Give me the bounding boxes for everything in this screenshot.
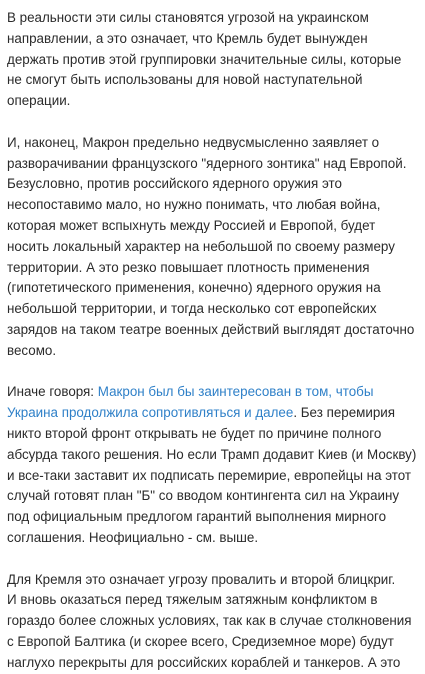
message-paragraph: [7, 133, 417, 362]
text-line: [7, 216, 417, 237]
text-line: [7, 29, 417, 50]
text-segment: небольшой территории, и тогда несколько сот европейских: [7, 301, 377, 317]
text-line: [7, 466, 417, 487]
text-line: [7, 528, 417, 549]
text-segment: носить локальный характер на небольшой по своему размеру: [7, 238, 395, 254]
text-segment: Иначе говоря:: [7, 384, 98, 400]
text-segment: наглухо перекрыты для российских кораблей и танкеров. А это: [7, 654, 401, 670]
text-line: [7, 382, 417, 403]
text-line: [7, 195, 417, 216]
text-segment: разворачивании французского "ядерного зонтика" над Европой.: [7, 155, 407, 171]
text-line: [7, 424, 417, 445]
text-line: [7, 8, 417, 29]
text-segment: территории. А это резко повышает плотность применения: [7, 259, 370, 275]
text-line: [7, 320, 417, 341]
text-segment: и все-таки заставит их подписать перемирие, европейцы на этот: [7, 467, 412, 483]
text-line: [7, 174, 417, 195]
text-segment: И вновь оказаться перед тяжелым затяжным конфликтом в: [7, 592, 378, 608]
text-segment: весомо.: [7, 342, 57, 358]
text-segment: которая может вспыхнуть между Россией и Европой, будет: [7, 217, 376, 233]
message-paragraph: [7, 8, 417, 112]
text-line: [7, 299, 417, 320]
text-segment: с Европой Балтика (и скорее всего, Средиземное море) будут: [7, 633, 394, 649]
text-segment: операции.: [7, 93, 71, 109]
text-segment: под официальным предлогом гарантий выполнения мирного: [7, 509, 387, 525]
text-segment: зарядов на таком театре военных действий выглядят достаточно: [7, 321, 415, 337]
text-segment: Для Кремля это означает угрозу провалить и второй блицкриг.: [7, 571, 396, 587]
quote-link[interactable]: Макрон был бы заинтересован в том, чтобы: [97, 384, 374, 400]
quote-link[interactable]: Украина продолжила сопротивляться и далее: [7, 405, 294, 421]
message-paragraph: [7, 382, 417, 548]
text-line: [7, 133, 417, 154]
text-segment: случай готовят план "Б" со вводом контингента сил на Украину: [7, 488, 400, 504]
text-segment: несопоставимо мало, но нужно понимать, что любая война,: [7, 197, 381, 213]
text-segment: (гипотетического применения, конечно) ядерного оружия на: [7, 280, 381, 296]
text-segment: никто второй фронт открывать не будет по причине полного: [7, 425, 382, 441]
text-line: [7, 590, 417, 611]
text-line: [7, 486, 417, 507]
text-line: [7, 154, 417, 175]
text-segment: Безусловно, против российского ядерного оружия это: [7, 176, 342, 192]
message-paragraph: [7, 570, 417, 674]
text-segment: В реальности эти силы становятся угрозой на украинском: [7, 10, 369, 25]
text-line: [7, 237, 417, 258]
text-segment: И, наконец, Макрон предельно недвусмысленно заявляет о: [7, 134, 380, 150]
text-segment: абсурда такого решения. Но если Трамп додавит Киев (и Москву): [7, 446, 417, 462]
text-line: [7, 70, 417, 91]
text-line: [7, 570, 417, 591]
text-line: [7, 632, 417, 653]
text-line: [7, 445, 417, 466]
text-line: [7, 258, 417, 279]
text-line: [7, 403, 417, 424]
text-segment: направлении, а это означает, что Кремль будет вынужден: [7, 30, 368, 46]
text-line: [7, 341, 417, 362]
text-line: [7, 507, 417, 528]
text-segment: соглашения. Неофициально - см. выше.: [7, 529, 259, 545]
text-line: [7, 91, 417, 112]
text-segment: гораздо более сложных условиях, так как в случае столкновения: [7, 613, 412, 629]
text-line: [7, 50, 417, 71]
text-line: [7, 278, 417, 299]
text-line: [7, 611, 417, 632]
text-segment: держать против этой группировки значительные силы, которые: [7, 51, 402, 67]
text-line: [7, 653, 417, 674]
text-segment: . Без перемирия: [293, 405, 396, 421]
text-segment: не смогут быть использованы для новой наступательной: [7, 72, 363, 88]
